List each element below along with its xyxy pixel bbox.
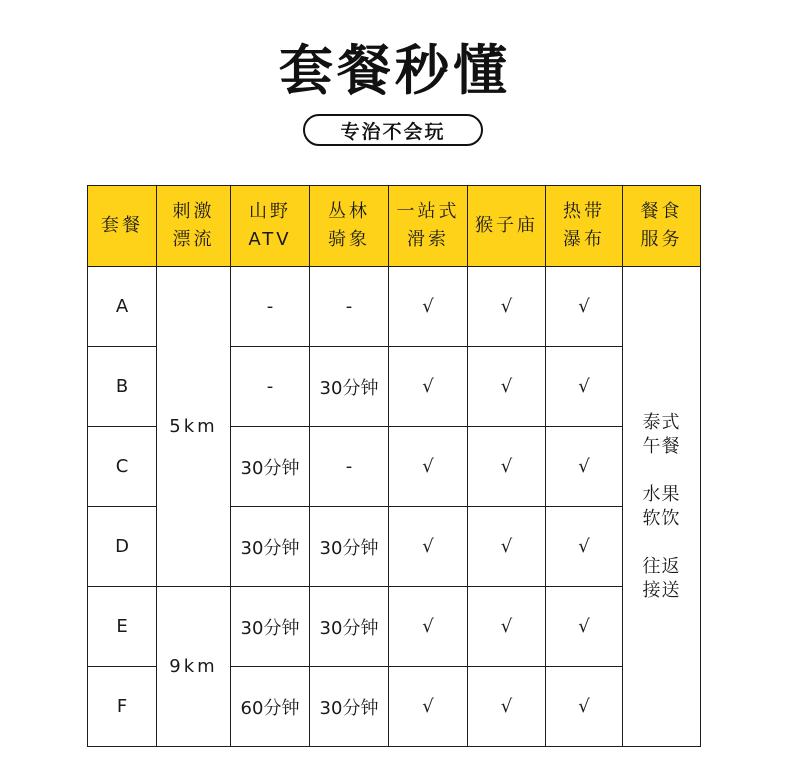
monkey-check: √	[468, 267, 546, 347]
package-cell: D	[88, 507, 157, 587]
page-title: 套餐秒懂	[279, 39, 511, 102]
atv-cell: -	[231, 267, 310, 347]
waterfall-check: √	[546, 347, 623, 427]
package-cell: E	[88, 587, 157, 667]
rafting-distance-cell: 9km	[157, 587, 231, 747]
zipline-check: √	[389, 347, 468, 427]
elephant-cell: -	[310, 427, 389, 507]
elephant-cell: 30分钟	[310, 587, 389, 667]
header-row	[88, 186, 701, 267]
monkey-check: √	[468, 667, 546, 747]
elephant-cell: -	[310, 267, 389, 347]
header-monkey-temple: 猴子庙	[468, 186, 546, 267]
elephant-cell: 30分钟	[310, 347, 389, 427]
zipline-check: √	[389, 427, 468, 507]
zipline-check: √	[389, 667, 468, 747]
zipline-check: √	[389, 507, 468, 587]
monkey-check: √	[468, 507, 546, 587]
atv-cell: 30分钟	[231, 427, 310, 507]
zipline-check: √	[389, 587, 468, 667]
table-row	[88, 267, 701, 347]
meal-service-cell: 泰式 午餐 水果 软饮 往返 接送	[623, 267, 701, 747]
waterfall-check: √	[546, 587, 623, 667]
zipline-check: √	[389, 267, 468, 347]
header-waterfall: 热带 瀑布	[546, 186, 623, 267]
waterfall-check: √	[546, 427, 623, 507]
header-meal-service: 餐食 服务	[623, 186, 701, 267]
header-zipline: 一站式 滑索	[389, 186, 468, 267]
waterfall-check: √	[546, 667, 623, 747]
monkey-check: √	[468, 427, 546, 507]
atv-cell: -	[231, 347, 310, 427]
elephant-cell: 30分钟	[310, 507, 389, 587]
elephant-cell: 30分钟	[310, 667, 389, 747]
atv-cell: 30分钟	[231, 587, 310, 667]
rafting-distance-cell: 5km	[157, 267, 231, 587]
atv-cell: 30分钟	[231, 507, 310, 587]
monkey-check: √	[468, 347, 546, 427]
package-cell: A	[88, 267, 157, 347]
package-cell: B	[88, 347, 157, 427]
header-package: 套餐	[88, 186, 157, 267]
package-table	[87, 185, 701, 747]
monkey-check: √	[468, 587, 546, 667]
package-cell: F	[88, 667, 157, 747]
subtitle-badge: 专治不会玩	[303, 114, 483, 146]
package-cell: C	[88, 427, 157, 507]
atv-cell: 60分钟	[231, 667, 310, 747]
table-row	[88, 587, 701, 667]
header-elephant: 丛林 骑象	[310, 186, 389, 267]
waterfall-check: √	[546, 507, 623, 587]
header-rafting: 刺激 漂流	[157, 186, 231, 267]
waterfall-check: √	[546, 267, 623, 347]
header-atv: 山野 ATV	[231, 186, 310, 267]
